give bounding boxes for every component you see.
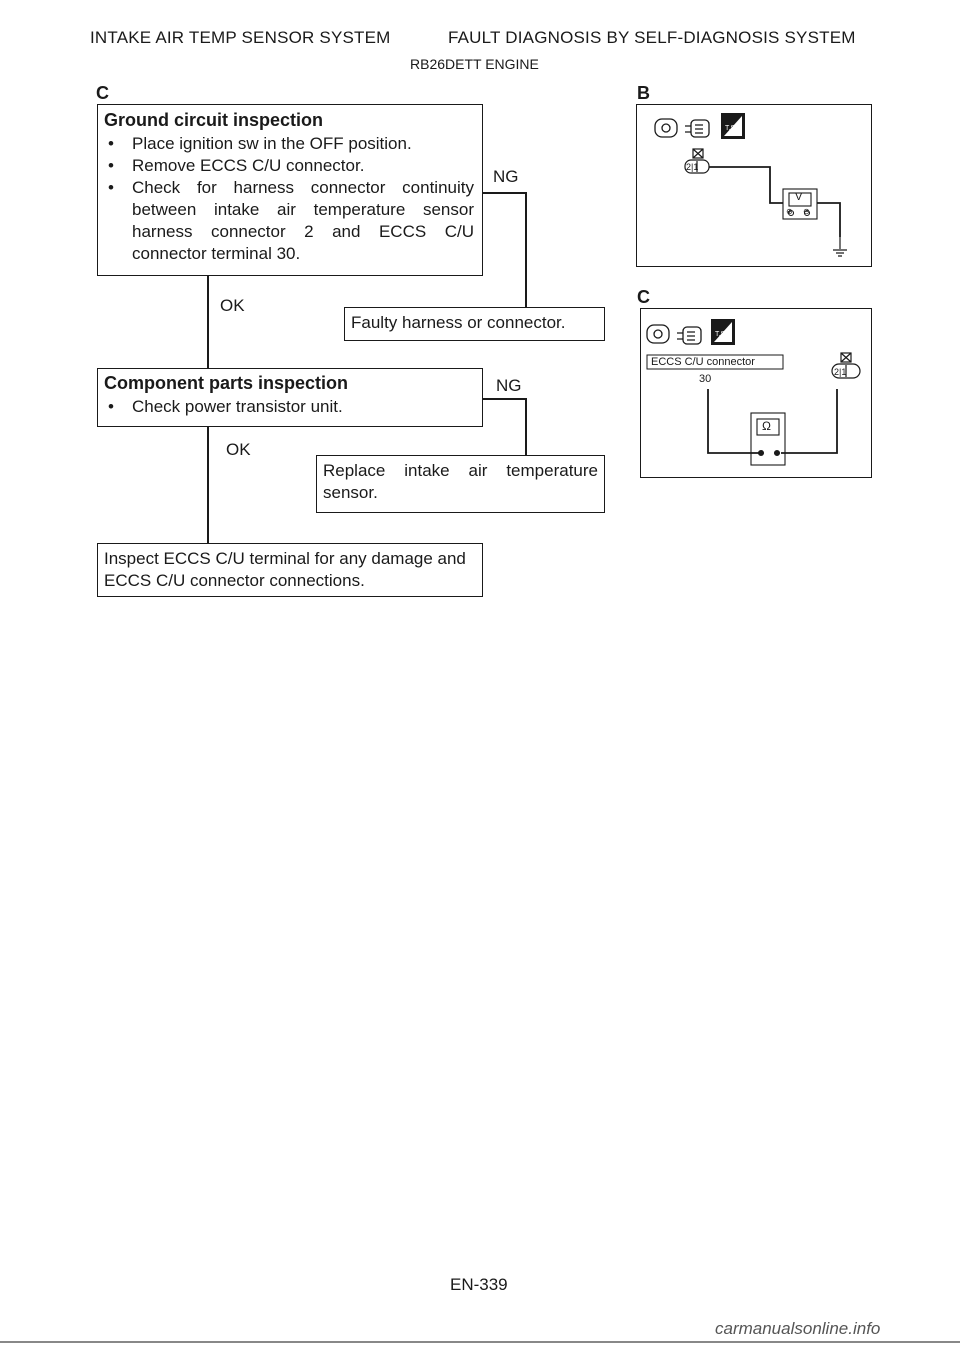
ground-icon [833, 237, 847, 256]
ohmmeter-label: Ω [762, 419, 771, 433]
faulty-harness-box [344, 307, 605, 341]
ok-label-1: OK [220, 296, 245, 315]
footer-divider [0, 1341, 960, 1343]
watermark: carmanualsonline.info [715, 1319, 881, 1338]
header-subtitle: RB26DETT ENGINE [410, 56, 539, 72]
ground-circuit-box [97, 104, 483, 276]
test-set-label: T.S. [725, 125, 738, 132]
ground-circuit-steps [104, 133, 474, 265]
replace-sensor-text: Replace intake air temperature sensor. [323, 461, 598, 502]
section-letter: C [96, 83, 109, 103]
figure-c-label: C [637, 287, 650, 307]
ok-label-2: OK [226, 440, 251, 459]
ground-circuit-title: Ground circuit inspection [104, 110, 324, 130]
ignition-on-icon [655, 119, 677, 137]
ng-label-1: NG [493, 167, 519, 186]
connector-plug-icon [677, 327, 701, 344]
minus-terminal: ⊖ [803, 207, 810, 216]
connector-plug-icon [685, 120, 709, 137]
test-set-label: T.S. [715, 331, 728, 338]
figure-b-drawing [637, 105, 873, 268]
page-number: EN-339 [450, 1275, 508, 1294]
connector-pins-label: 2|1 [834, 367, 847, 377]
faulty-harness-text: Faulty harness or connector. [351, 313, 566, 332]
connector-label: ECCS C/U connector [651, 356, 755, 368]
figure-b-label: B [637, 83, 650, 103]
terminal-number: 30 [699, 373, 712, 385]
connector-pins-label: 2|1 [686, 162, 699, 172]
inspect-terminal-box [97, 543, 483, 597]
plus-terminal: ⊕ [786, 207, 793, 216]
figure-c-diagram [640, 308, 872, 478]
component-parts-steps [104, 396, 474, 418]
step-item: • Remove ECCS C/U connector. [104, 155, 474, 177]
probe-wires [708, 389, 837, 453]
component-parts-title: Component parts inspection [104, 373, 349, 393]
step-item: • Check for harness connector continuity between intake air temperature sensor harness connector 2 and ECCS C/U connector terminal 30. [104, 177, 474, 265]
inspect-terminal-text: Inspect ECCS C/U terminal for any damage and ECCS C/U connector connections. [104, 549, 466, 590]
voltmeter-label: V [795, 191, 803, 203]
figure-c-drawing [641, 309, 873, 479]
header-right-title: FAULT DIAGNOSIS BY SELF-DIAGNOSIS SYSTEM [448, 28, 856, 47]
probe-wires [709, 167, 840, 237]
ignition-off-icon [647, 325, 669, 343]
component-parts-box [97, 368, 483, 427]
ng-label-2: NG [496, 376, 522, 395]
step-item: • Check power transistor unit. [104, 396, 474, 418]
header-left-title: INTAKE AIR TEMP SENSOR SYSTEM [90, 28, 391, 47]
step-item: • Place ignition sw in the OFF position. [104, 133, 474, 155]
replace-sensor-box [316, 455, 605, 513]
figure-b-diagram [636, 104, 872, 267]
